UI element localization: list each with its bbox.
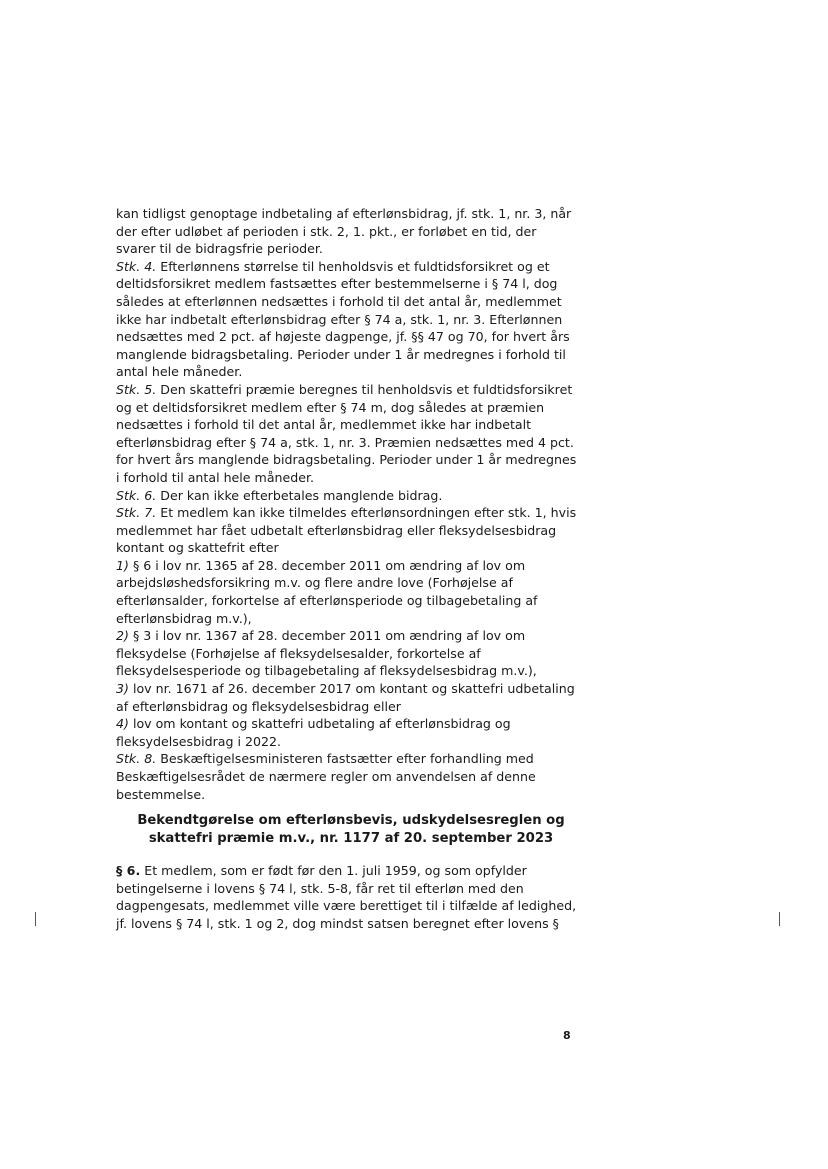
text-line — [116, 346, 586, 364]
line-text: Beskæftigelsesministeren fastsætter efter forhandling med — [156, 751, 534, 767]
line-text: fleksydelsesperiode og tilbagebetaling af fleksydelsesbidrag m.v.), — [116, 663, 537, 679]
clause-label: Stk. 8. — [116, 751, 157, 767]
text-line — [116, 223, 586, 241]
text-line — [116, 662, 586, 680]
text-line — [116, 557, 586, 575]
page-number: 8 — [563, 1029, 571, 1042]
text-line — [116, 645, 586, 663]
text-line — [116, 311, 586, 329]
body-text — [116, 205, 586, 803]
line-text: svarer til de bidragsfrie perioder. — [116, 241, 323, 257]
line-text: kan tidligst genoptage indbetaling af efterlønsbidrag, jf. stk. 1, nr. 3, når — [116, 206, 572, 221]
paragraph-6 — [116, 862, 586, 932]
clause-label: 4) — [116, 716, 129, 732]
text-line — [116, 715, 586, 733]
clause-label: Stk. 5. — [116, 381, 157, 397]
section-label: § 6. — [116, 863, 141, 878]
line-text: efterlønsbidrag efter § 74 a, stk. 1, nr. 3. Præmien nedsættes med 4 pct. — [116, 434, 574, 450]
clause-label: Stk. 7. — [116, 505, 157, 521]
clause-label: 3) — [116, 681, 129, 697]
line-text: nedsættes i forhold til det antal år, medlemmet ikke har indbetalt — [116, 417, 532, 433]
text-line — [116, 574, 586, 592]
text-line — [116, 750, 586, 768]
paragraph-line: dagpengesats, medlemmet ville være berettiget til i tilfælde af ledighed, — [116, 898, 577, 914]
line-text: der efter udløbet af perioden i stk. 2, 1. pkt., er forløbet en tid, der — [116, 223, 537, 239]
text-line — [116, 434, 586, 452]
text-line — [116, 592, 586, 610]
text-line — [116, 240, 586, 258]
clause-label: Stk. 4. — [116, 258, 157, 274]
paragraph-line: jf. lovens § 74 l, stk. 1 og 2, dog mindst satsen beregnet efter lovens § — [116, 915, 559, 931]
line-text: fleksydelsesbidrag i 2022. — [116, 733, 282, 749]
text-line — [116, 698, 586, 716]
line-text: Der kan ikke efterbetales manglende bidrag. — [156, 487, 443, 503]
text-line — [116, 768, 586, 786]
line-text: manglende bidragsbetaling. Perioder under 1 år medregnes i forhold til — [116, 346, 566, 362]
clause-label: 2) — [116, 628, 129, 644]
line-text: Et medlem, som er født før den 1. juli 1959, og som opfylder — [140, 863, 527, 878]
text-line — [116, 275, 586, 293]
text-line — [116, 328, 586, 346]
line-text: arbejdsløshedsforsikring m.v. og flere andre love (Forhøjelse af — [116, 575, 513, 591]
text-line — [116, 363, 586, 381]
text-line — [116, 733, 586, 751]
heading-line: Bekendtgørelse om efterlønsbevis, udskydelsesreglen og — [137, 813, 565, 828]
line-text: Beskæftigelsesrådet de nærmere regler om anvendelsen af denne — [116, 769, 536, 784]
line-text: og et deltidsforsikret medlem efter § 74 m, dog således at præmien — [116, 399, 545, 415]
clause-label: 1) — [116, 557, 129, 573]
paragraph-line — [116, 862, 586, 880]
text-line — [116, 539, 586, 557]
text-line — [116, 610, 586, 628]
heading-line: skattefri præmie m.v., nr. 1177 af 20. september 2023 — [148, 831, 554, 846]
line-text: § 6 i lov nr. 1365 af 28. december 2011 om ændring af lov om — [128, 557, 526, 573]
line-text: deltidsforsikret medlem fastsættes efter bestemmelserne i § 74 l, dog — [116, 276, 558, 292]
text-line — [116, 451, 586, 469]
line-text: Efterlønnens størrelse til henholdsvis et fuldtidsforsikret og et — [156, 258, 550, 274]
scan-mark-left — [35, 912, 36, 926]
line-text: således at efterlønnen nedsættes i forhold til det antal år, medlemmet — [116, 293, 562, 309]
text-line — [116, 258, 586, 276]
line-text: ikke har indbetalt efterlønsbidrag efter § 74 a, stk. 1, nr. 3. Efterlønnen — [116, 311, 563, 327]
text-line — [116, 205, 586, 223]
line-text: lov om kontant og skattefri udbetaling af efterlønsbidrag og — [128, 716, 511, 732]
scan-mark-right — [779, 912, 780, 926]
text-line — [116, 381, 586, 399]
section-heading — [116, 812, 586, 848]
line-text: efterlønsbidrag m.v.), — [116, 610, 252, 626]
text-line — [116, 786, 586, 804]
line-text: medlemmet har fået udbetalt efterlønsbidrag eller fleksydelsesbidrag — [116, 522, 557, 538]
text-line — [116, 522, 586, 540]
text-line — [116, 627, 586, 645]
text-line — [116, 487, 586, 505]
line-text: for hvert års manglende bidragsbetaling. Perioder under 1 år medregnes — [116, 452, 577, 468]
text-line — [116, 680, 586, 698]
line-text: nedsættes med 2 pct. af højeste dagpenge, jf. §§ 47 og 70, for hvert års — [116, 329, 570, 345]
clause-label: Stk. 6. — [116, 487, 157, 503]
line-text: kontant og skattefrit efter — [116, 540, 279, 556]
line-text: Den skattefri præmie beregnes til henholdsvis et fuldtidsforsikret — [156, 381, 573, 397]
line-text: efterlønsalder, forkortelse af efterlønsperiode og tilbagebetaling af — [116, 593, 538, 609]
line-text: af efterlønsbidrag og fleksydelsesbidrag eller — [116, 698, 401, 714]
text-line — [116, 399, 586, 417]
line-text: antal hele måneder. — [116, 364, 243, 380]
line-text: i forhold til antal hele måneder. — [116, 469, 315, 485]
text-line — [116, 504, 586, 522]
paragraph-line: betingelserne i lovens § 74 l, stk. 5-8, får ret til efterløn med den — [116, 880, 524, 896]
text-line — [116, 469, 586, 487]
line-text: Et medlem kan ikke tilmeldes efterlønsordningen efter stk. 1, hvis — [156, 505, 577, 521]
text-line — [116, 416, 586, 434]
line-text: lov nr. 1671 af 26. december 2017 om kontant og skattefri udbetaling — [128, 681, 575, 697]
line-text: § 3 i lov nr. 1367 af 28. december 2011 om ændring af lov om — [128, 628, 526, 644]
text-line — [116, 293, 586, 311]
line-text: fleksydelse (Forhøjelse af fleksydelsesalder, forkortelse af — [116, 645, 481, 661]
line-text: bestemmelse. — [116, 786, 206, 802]
